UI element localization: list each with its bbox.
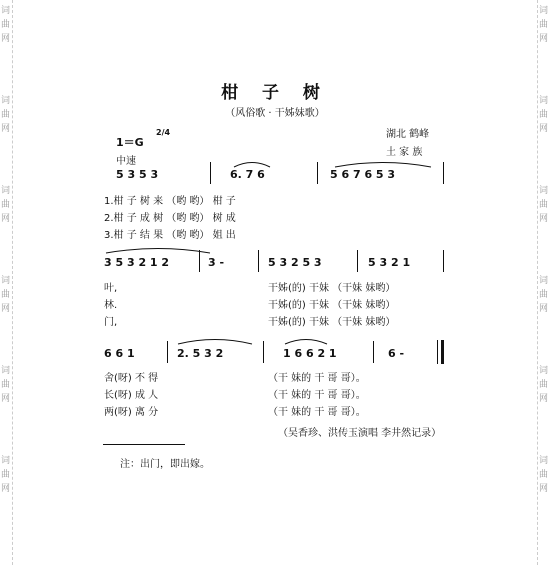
barline	[210, 162, 211, 184]
notation-row2-m3: 5 3 2 5 3	[268, 256, 322, 269]
watermark-glyph: 词	[539, 456, 549, 466]
watermark-glyph: 词	[539, 276, 549, 286]
notation-row2-m1: 3 5 3 2 1 2	[104, 256, 170, 269]
barline	[373, 341, 374, 363]
watermark-glyph: 词	[539, 6, 549, 16]
notation-row3-m3: 1 6 6 2 1	[283, 347, 337, 360]
origin-place: 湖北 鹤峰	[386, 129, 430, 140]
barline	[167, 341, 168, 363]
watermark-glyph: 网	[1, 124, 11, 134]
origin-people: 土 家 族	[386, 147, 423, 158]
watermark-glyph: 曲	[1, 20, 11, 30]
watermark-glyph: 网	[1, 34, 11, 44]
slur	[283, 335, 329, 345]
lyric-row3-verse2-end: （干 妹的 干 哥 哥）。	[268, 390, 366, 401]
notation-row2-m2: 3 -	[208, 256, 225, 269]
watermark-glyph: 曲	[539, 110, 549, 120]
slur	[104, 244, 212, 254]
barline	[443, 162, 444, 184]
watermark-glyph: 曲	[1, 470, 11, 480]
watermark-glyph: 曲	[539, 380, 549, 390]
notation-row1-m3: 5 6 7 6 5 3	[330, 168, 396, 181]
barline	[443, 250, 444, 272]
song-title: 柑 子 树	[221, 83, 329, 103]
watermark-glyph: 词	[539, 186, 549, 196]
watermark-glyph: 词	[1, 456, 11, 466]
song-subtitle: （风俗歌 · 干姊妹歌）	[225, 108, 325, 119]
watermark-glyph: 网	[1, 304, 11, 314]
watermark-glyph: 曲	[1, 110, 11, 120]
watermark-glyph: 网	[1, 394, 11, 404]
notation-row3-m2: 2. 5 3 2	[177, 347, 224, 360]
lyric-row3-verse3-end: （干 妹的 干 哥 哥）。	[268, 407, 366, 418]
watermark-glyph: 网	[1, 214, 11, 224]
key-signature: 1＝G	[116, 136, 144, 149]
watermark-glyph: 词	[539, 366, 549, 376]
lyric-row2-verse1-end: 干姊(的) 干妹 （干妹 妹哟）	[268, 283, 396, 294]
watermark-glyph: 词	[1, 186, 11, 196]
lyric-row2-verse3-end: 干姊(的) 干妹 （干妹 妹哟）	[268, 317, 396, 328]
notation-row1-m1: 5 3 5 3	[116, 168, 159, 181]
watermark-glyph: 曲	[539, 470, 549, 480]
lyric-row3-verse3-start: 两(呀) 离 分	[104, 407, 159, 418]
watermark-glyph: 网	[539, 304, 549, 314]
watermark-glyph: 网	[539, 484, 549, 494]
performer-credit: （吴香珍、洪传玉演唱 李井然记录）	[278, 428, 442, 439]
watermark-glyph: 网	[539, 394, 549, 404]
notation-row3-m4: 6 -	[388, 347, 405, 360]
watermark-glyph: 曲	[1, 200, 11, 210]
notation-row2-m4: 5 3 2 1	[368, 256, 411, 269]
barline	[258, 250, 259, 272]
watermark-glyph: 曲	[539, 20, 549, 30]
watermark-glyph: 网	[539, 214, 549, 224]
lyric-row3-verse2-start: 长(呀) 成 人	[104, 390, 159, 401]
watermark-glyph: 曲	[1, 380, 11, 390]
meter: 2/4	[156, 128, 171, 137]
watermark-glyph: 词	[1, 276, 11, 286]
lyric-row3-verse1-end: （干 妹的 干 哥 哥）。	[268, 373, 366, 384]
watermark-glyph: 词	[1, 6, 11, 16]
tempo: 中速	[116, 156, 136, 167]
final-barline-thick	[441, 340, 444, 364]
barline	[199, 250, 200, 272]
final-barline-thin	[437, 340, 438, 364]
watermark-glyph: 曲	[539, 200, 549, 210]
watermark-glyph: 词	[1, 96, 11, 106]
watermark-glyph: 曲	[539, 290, 549, 300]
lyric-row2-verse2-start: 林.	[104, 300, 118, 311]
slur	[333, 158, 433, 168]
barline	[317, 162, 318, 184]
watermark-glyph: 词	[539, 96, 549, 106]
lyric-row2-verse2-end: 干姊(的) 干妹 （干妹 妹哟）	[268, 300, 396, 311]
barline	[263, 341, 264, 363]
lyric-row1-verse3: 3.柑 子 结 果 （哟 哟） 姐 出	[104, 230, 236, 241]
watermark-glyph: 网	[1, 484, 11, 494]
notation-row1-m2: 6. 7 6	[230, 168, 265, 181]
notation-row3-m1: 6 6 1	[104, 347, 135, 360]
lyric-row3-verse1-start: 舍(呀) 不 得	[104, 373, 159, 384]
footnote: 注：出门，即出嫁。	[120, 459, 210, 470]
lyric-row1-verse1: 1.柑 子 树 来 （哟 哟） 柑 子	[104, 196, 236, 207]
watermark-glyph: 网	[539, 34, 549, 44]
slur	[176, 335, 254, 345]
watermark-glyph: 网	[539, 124, 549, 134]
watermark-glyph: 词	[1, 366, 11, 376]
slur	[232, 158, 272, 168]
watermark-glyph: 曲	[1, 290, 11, 300]
lyric-row2-verse3-start: 门,	[104, 317, 118, 328]
lyric-row1-verse2: 2.柑 子 成 树 （哟 哟） 树 成	[104, 213, 236, 224]
footnote-divider	[103, 444, 185, 445]
lyric-row2-verse1-start: 叶,	[104, 283, 118, 294]
barline	[357, 250, 358, 272]
